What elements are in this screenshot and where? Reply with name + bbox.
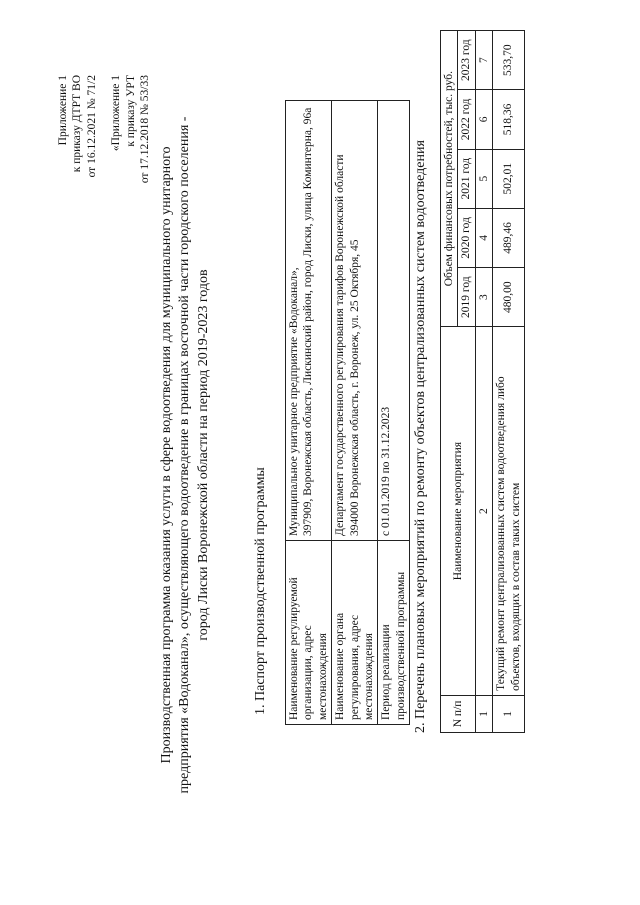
table-row bbox=[493, 31, 525, 733]
passport-label: Период реализации производственной программы bbox=[378, 541, 410, 725]
passport-label: Наименование регулируемой организации, адрес местонахождения bbox=[286, 541, 332, 725]
section1-heading: 1. Паспорт производственной программы bbox=[253, 467, 268, 715]
title-line: Производственная программа оказания услуги в сфере водоотведения для муниципального унитарного bbox=[159, 146, 174, 764]
year-header: 2022 год bbox=[458, 90, 475, 149]
section2-heading: 2. Перечень плановых мероприятий по ремонту объектов централизованных систем водоотведения bbox=[413, 140, 428, 733]
passport-table bbox=[285, 100, 410, 725]
appendix-line: к приказу ДТРТ ВО bbox=[71, 75, 84, 173]
passport-value bbox=[286, 101, 332, 541]
index-cell: 2 bbox=[475, 327, 492, 696]
index-cell: 4 bbox=[475, 208, 492, 267]
year-header: 2019 год bbox=[458, 268, 475, 327]
value-cell: 489,46 bbox=[493, 208, 525, 267]
value-cell: 518,36 bbox=[493, 90, 525, 149]
passport-value bbox=[378, 101, 410, 541]
appendix-line: «Приложение 1 bbox=[110, 75, 123, 152]
passport-value-line: 397909, Воронежская область, Лискинский район, город Лиски, улица Коминтерна, 96а bbox=[302, 107, 315, 536]
appendix-line: от 17.12.2018 № 53/33 bbox=[138, 75, 151, 184]
passport-value-line: с 01.01.2019 по 31.12.2023 bbox=[380, 406, 393, 536]
year-header: 2021 год bbox=[458, 149, 475, 208]
appendix-block bbox=[56, 75, 152, 305]
col-volume-header: Объем финансовых потребностей, тыс. руб. bbox=[441, 31, 458, 327]
col-name-header: Наименование мероприятия bbox=[441, 327, 476, 696]
index-cell: 1 bbox=[475, 695, 492, 732]
index-cell: 7 bbox=[475, 31, 492, 90]
row-name-cell: Текущий ремонт централизованных систем водоотведения либо объектов, входящих в состав таких систем bbox=[493, 327, 525, 696]
passport-value-line: Муниципальное унитарное предприятие «Водоканал», bbox=[288, 267, 300, 536]
title-line: город Лиски Воронежской области на период 2019-2023 годов bbox=[195, 269, 211, 641]
passport-label: Наименование органа регулирования, адрес местонахождения bbox=[332, 541, 378, 725]
document-title bbox=[158, 75, 213, 835]
appendix-line: к приказу УРТ bbox=[124, 75, 137, 147]
passport-value-line: 394000 Воронежская область, г. Воронеж, ул. 25 Октября, 45 bbox=[348, 239, 361, 536]
col-np-header: N п/п bbox=[441, 695, 476, 732]
table-row bbox=[286, 101, 332, 725]
passport-value-line: Департамент государственного регулирования тарифов Воронежской области bbox=[334, 154, 347, 536]
table-row bbox=[332, 101, 378, 725]
year-header: 2023 год bbox=[458, 31, 475, 90]
value-cell: 502,01 bbox=[493, 149, 525, 208]
title-line: предприятия «Водоканал», осуществляющего водоотведение в границах восточной части городского поселения - bbox=[177, 116, 193, 794]
plan-table bbox=[440, 30, 525, 733]
index-cell: 5 bbox=[475, 149, 492, 208]
value-cell: 533,70 bbox=[493, 31, 525, 90]
row-np-cell: 1 bbox=[493, 695, 525, 732]
value-cell: 480,00 bbox=[493, 268, 525, 327]
table-header-row bbox=[441, 31, 458, 733]
appendix-line: Приложение 1 bbox=[57, 75, 69, 146]
appendix-line: от 16.12.2021 № 71/2 bbox=[85, 75, 98, 178]
index-row bbox=[475, 31, 492, 733]
table-row bbox=[378, 101, 410, 725]
index-cell: 3 bbox=[475, 268, 492, 327]
year-header: 2020 год bbox=[458, 208, 475, 267]
passport-value bbox=[332, 101, 378, 541]
index-cell: 6 bbox=[475, 90, 492, 149]
